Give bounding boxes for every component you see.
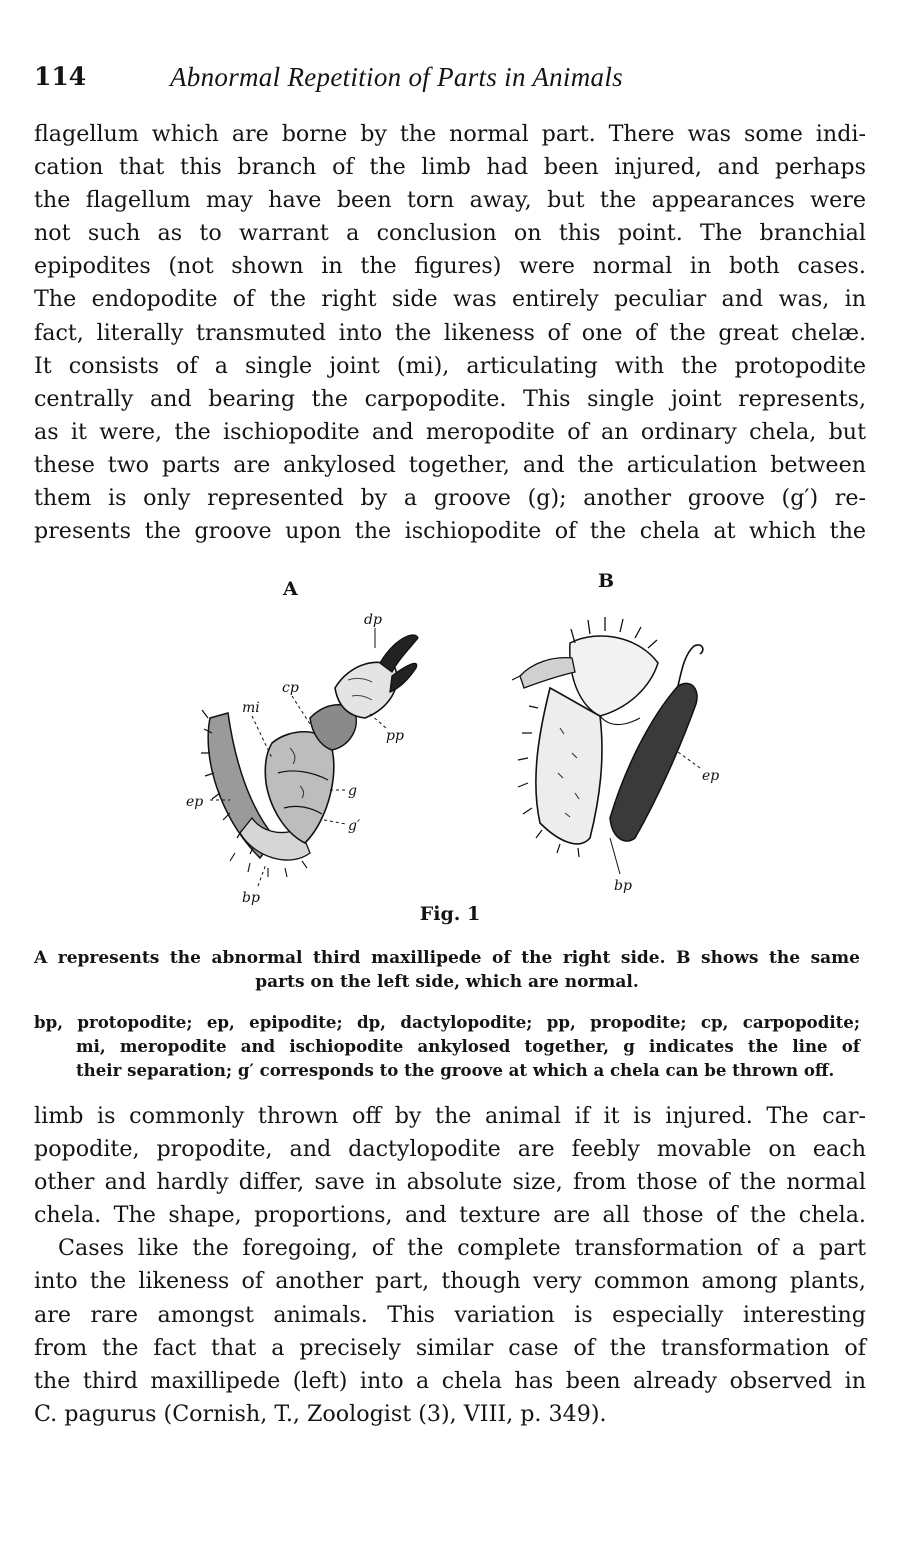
text-line: into the likeness of another part, though very common among plants, xyxy=(34,1268,866,1295)
caption-line: parts on the left side, which are normal. xyxy=(255,972,639,992)
panel-a-letter: A xyxy=(283,578,298,600)
text-line: C. pagurus (Cornish, T., Zoologist (3), VIII, p. 349). xyxy=(34,1400,607,1427)
text-line: these two parts are ankylosed together, and the articulation between xyxy=(34,451,866,478)
label-b-bp: bp xyxy=(614,878,632,894)
text-line: epipodites (not shown in the figures) were normal in both cases. xyxy=(34,253,866,280)
caption-key-line: bp, protopodite; ep, epipodite; dp, dactylopodite; pp, propodite; cp, carpopodite; xyxy=(34,1012,860,1032)
text-line: centrally and bearing the carpopodite. This single joint represents, xyxy=(34,385,866,412)
text-line: fact, literally transmuted into the likeness of one of the great chelæ. xyxy=(34,319,866,346)
text-line: Cases like the foregoing, of the complete transformation of a part xyxy=(58,1235,866,1262)
text-line: the third maxillipede (left) into a chela has been already observed in xyxy=(34,1367,866,1394)
text-line: flagellum which are borne by the normal part. There was some indi- xyxy=(34,121,866,147)
label-a-mi: mi xyxy=(242,700,260,716)
panel-b-drawing xyxy=(512,617,703,874)
text-line: cation that this branch of the limb had been injured, and perhaps xyxy=(34,154,866,181)
label-a-cp: cp xyxy=(282,680,299,696)
figure-1 xyxy=(180,568,740,908)
label-a-ep: ep xyxy=(186,794,204,810)
text-line: not such as to warrant a conclusion on this point. The branchial xyxy=(34,220,866,247)
text-line: It consists of a single joint (mi), articulating with the protopodite xyxy=(34,352,866,379)
label-a-pp: pp xyxy=(386,728,404,744)
text-line: popodite, propodite, and dactylopodite are feebly movable on each xyxy=(34,1136,866,1163)
figure-caption-description xyxy=(34,946,860,994)
body-text-bottom xyxy=(34,1100,866,1431)
figure-caption-key xyxy=(34,1010,860,1082)
running-title: Abnormal Repetition of Parts in Animals xyxy=(170,62,623,92)
text-line: them is only represented by a groove (g); another groove (g′) re- xyxy=(34,485,866,512)
text-line: presents the groove upon the ischiopodite of the chela at which the xyxy=(34,518,866,545)
body-text-top xyxy=(34,118,866,548)
caption-line: A represents the abnormal third maxillipede of the right side. B shows the same xyxy=(34,948,860,968)
text-line: the flagellum may have been torn away, but the appearances were xyxy=(34,187,866,214)
maxillipede-illustration xyxy=(180,568,740,908)
label-a-g-prime: g′ xyxy=(348,818,361,834)
caption-key-line: their separation; g′ corresponds to the groove at which a chela can be thrown off. xyxy=(76,1060,835,1080)
panel-b-letter: B xyxy=(598,570,615,592)
page-header xyxy=(34,62,866,102)
text-line: other and hardly differ, save in absolute size, from those of the normal xyxy=(34,1169,866,1196)
label-a-g: g xyxy=(348,783,357,799)
text-line: The endopodite of the right side was entirely peculiar and was, in xyxy=(34,286,866,313)
text-line: from the fact that a precisely similar case of the transformation of xyxy=(34,1334,866,1361)
text-line: are rare amongst animals. This variation is especially interesting xyxy=(34,1301,866,1328)
label-b-ep: ep xyxy=(702,768,720,784)
text-line: limb is commonly thrown off by the animal if it is injured. The car- xyxy=(34,1103,866,1129)
panel-a-drawing xyxy=(201,628,418,886)
text-line: chela. The shape, proportions, and texture are all those of the chela. xyxy=(34,1202,866,1229)
label-a-bp: bp xyxy=(242,890,260,906)
text-line: as it were, the ischiopodite and meropodite of an ordinary chela, but xyxy=(34,418,866,445)
label-a-dp: dp xyxy=(364,612,382,628)
caption-key-line: mi, meropodite and ischiopodite ankylosed together, g indicates the line of xyxy=(76,1036,860,1056)
page-number: 114 xyxy=(34,62,87,91)
figure-caption-title: Fig. 1 xyxy=(419,903,481,925)
